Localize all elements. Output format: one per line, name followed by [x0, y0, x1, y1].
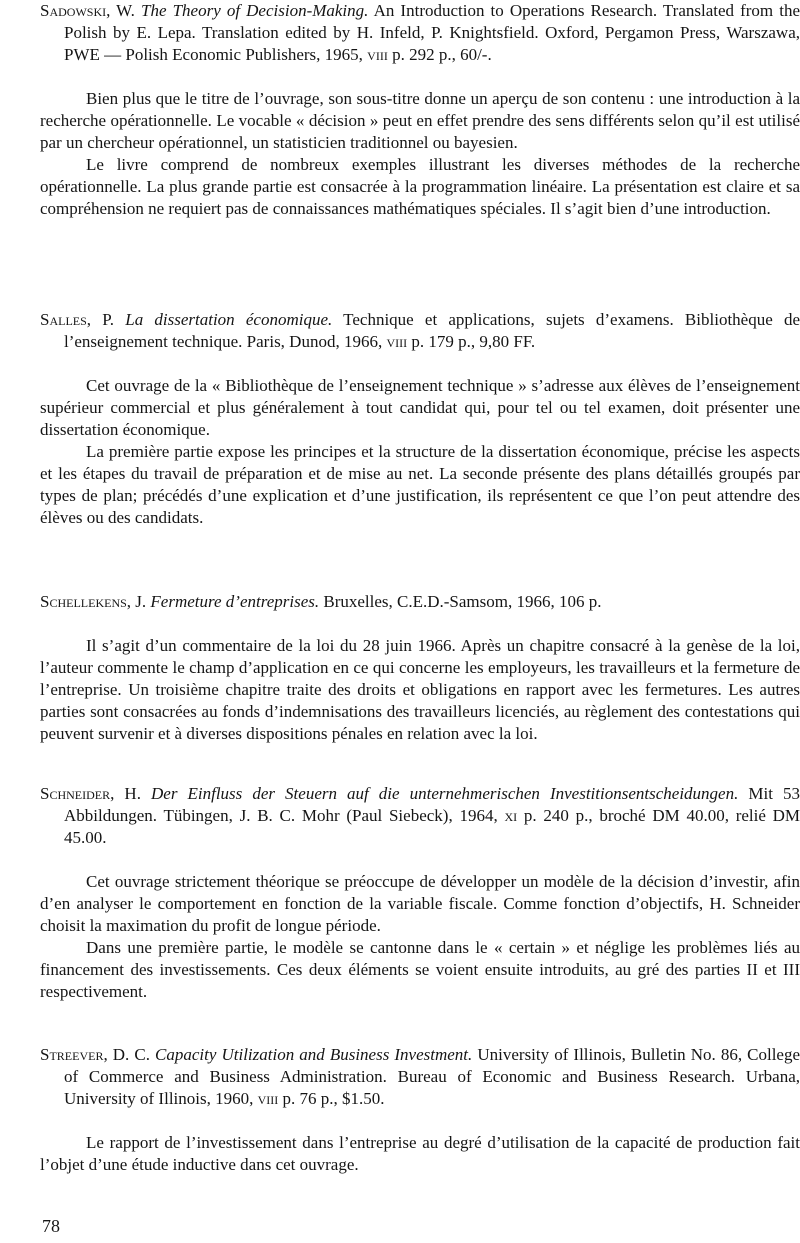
author: Sadowski, W.	[40, 1, 135, 20]
entry-schellekens	[40, 591, 800, 745]
review-text	[40, 635, 800, 745]
citation	[40, 1044, 800, 1110]
review-text	[40, 375, 800, 529]
review-paragraph: Le livre comprend de nombreux exemples illustrant les diverses méthodes de la recherche opérationnelle. La plus grande partie est consacrée à la programmation linéaire. La présentation est claire et sa compréhension ne requiert pas de connaissances mathématiques spéciales. Il s’agit bien d’une introduction.	[40, 155, 800, 218]
entry-salles	[40, 309, 800, 529]
citation	[40, 309, 800, 353]
roman-pages: viii	[367, 45, 388, 64]
publication-details: Bruxelles, C.E.D.-Samsom, 1966, 106 p.	[323, 592, 602, 611]
entry-sadowski	[40, 0, 800, 220]
review-paragraph: Bien plus que le titre de l’ouvrage, son sous-titre donne un aperçu de son contenu : une introduction à la recherche opérationnelle. Le vocable « décision » peut en effet prendre des sens différents selon qu’il est utilisé par un chercheur opérationnel, un statisticien traditionnel ou bayesien.	[40, 89, 800, 152]
review-paragraph: Le rapport de l’investissement dans l’entreprise au degré d’utilisation de la capacité de production fait l’objet d’une étude inductive dans cet ouvrage.	[40, 1133, 800, 1174]
review-text	[40, 1132, 800, 1176]
citation	[40, 0, 800, 66]
publication-details-end: p. 292 p., 60/-.	[392, 45, 492, 64]
entry-streever	[40, 1044, 800, 1176]
review-paragraph: La première partie expose les principes et la structure de la dissertation économique, précise les aspects et les étapes du travail de préparation et de mise au net. La seconde présente des plans détaillés groupés par types de plan; précédés d’une explication et d’une justification, ils représentent ce que l’on peut attendre des élèves ou des candidats.	[40, 442, 800, 527]
author: Schellekens, J.	[40, 592, 147, 611]
publication-details: Technique et applications, sujets d’examens. Bibliothèque de l’enseignement technique. Paris, Dunod, 1966,	[64, 310, 800, 351]
publication-details-end: p. 76 p., $1.50.	[282, 1089, 385, 1108]
citation	[40, 591, 800, 613]
author: Streever, D. C.	[40, 1045, 150, 1064]
author: Salles, P.	[40, 310, 115, 329]
book-title: Fermeture d’entreprises.	[150, 592, 320, 611]
page-number: 78	[42, 1216, 60, 1236]
roman-pages: xi	[504, 806, 518, 825]
publication-details-end: p. 179 p., 9,80 FF.	[411, 332, 536, 351]
book-title: Capacity Utilization and Business Investment.	[155, 1045, 473, 1064]
review-paragraph: Il s’agit d’un commentaire de la loi du 28 juin 1966. Après un chapitre consacré à la genèse de la loi, l’auteur commente le champ d’application en ce qui concerne les employeurs, les travailleurs et la fermeture de l’entreprise. Un troisième chapitre traite des droits et obligations en rapport avec les fermetures. Les autres parties sont consacrées au fonds d’indemnisations des travailleurs licenciés, au règlement des contestations qui peuvent survenir et à diverses dispositions pénales en relation avec la loi.	[40, 636, 800, 743]
roman-pages: viii	[386, 332, 408, 351]
publication-details: University of Illinois, Bulletin No. 86, College of Commerce and Business Administration. Bureau of Economic and Business Research. Urbana, University of Illinois, 1960,	[64, 1045, 800, 1108]
review-text	[40, 871, 800, 1003]
review-paragraph: Dans une première partie, le modèle se cantonne dans le « certain » et néglige les problèmes liés au financement des investissements. Ces deux éléments se voient ensuite introduits, au gré des parties II et III respectivement.	[40, 938, 800, 1001]
roman-pages: viii	[257, 1089, 279, 1108]
review-text	[40, 88, 800, 220]
author: Schneider, H.	[40, 784, 141, 803]
review-paragraph: Cet ouvrage strictement théorique se préoccupe de développer un modèle de la décision d’investir, afin d’en analyser le comportement en fonction de la variable fiscale. Comme fonction d’objectifs, H. Schneider choisit la maximation du profit de longue période.	[40, 872, 800, 935]
book-title: The Theory of Decision-Making.	[140, 1, 369, 20]
publication-details: Mit 53 Abbildungen. Tübingen, J. B. C. Mohr (Paul Siebeck), 1964,	[64, 784, 800, 825]
book-title: La dissertation économique.	[125, 310, 333, 329]
publication-details-end: p. 240 p., broché DM 40.00, relié DM 45.00.	[64, 806, 800, 847]
book-title: Der Einfluss der Steuern auf die unternehmerischen Investitionsentscheidungen.	[151, 784, 739, 803]
review-paragraph: Cet ouvrage de la « Bibliothèque de l’enseignement technique » s’adresse aux élèves de l’enseignement supérieur commercial et plus généralement à tout candidat qui, pour tel ou tel examen, doit présenter une dissertation économique.	[40, 376, 800, 439]
entry-schneider	[40, 783, 800, 1003]
publication-details: An Introduction to Operations Research. Translated from the Polish by E. Lepa. Translation edited by H. Infeld, P. Knightsfield. Oxford, Pergamon Press, Warszawa, PWE — Polish Economic Publishers, 1965,	[64, 1, 800, 64]
citation	[40, 783, 800, 849]
